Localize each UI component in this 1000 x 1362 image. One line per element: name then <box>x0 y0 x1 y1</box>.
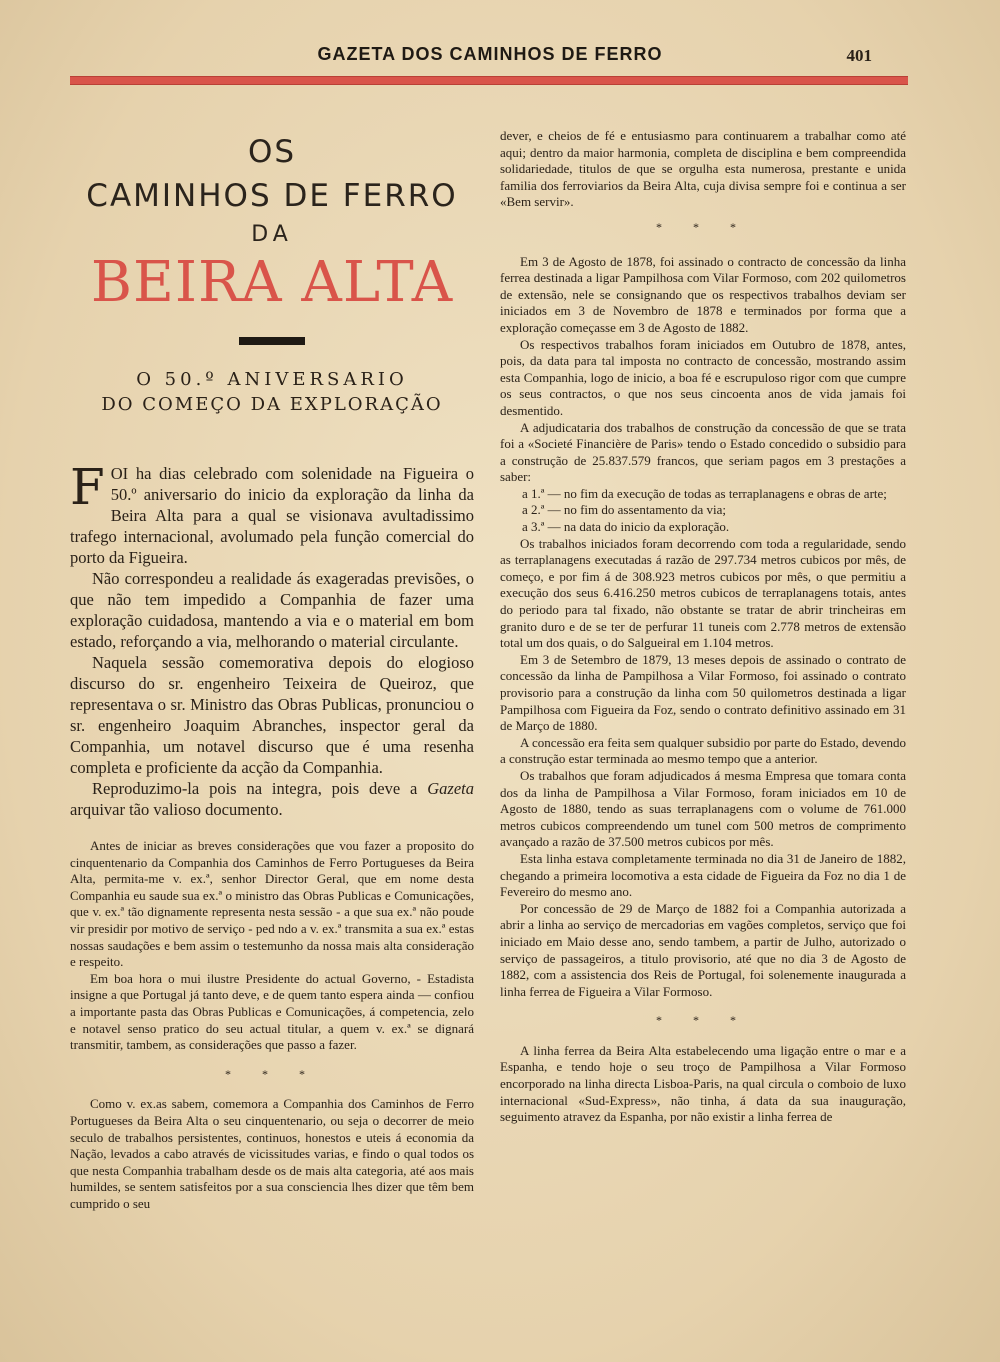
body-left-p1: Antes de iniciar as breves considerações que vou fazer a proposito do cinquentenario da Companhia dos Caminhos de Ferro Portugueses da Beira Alta, permita-me v. ex.ª, senhor Director Geral, que em nome desta Companhia eu saude sua ex.ª o ministro das Obras Publicas e Comunicações, que v. ex.ª tão dignamente representa nesta sessão - a que sua ex.ª não poude vir presidir por motivo de serviço - ped ndo a v. ex.ª transmita a sua ex.ª estas nossas saudações e bem assim o testemunho da nossa mais alta consideração e respeito. <box>70 838 474 970</box>
title-line-os: OS <box>247 134 297 170</box>
section-stars: * * * <box>225 1066 319 1081</box>
body-right-p10: A linha ferrea da Beira Alta estabelecendo uma ligação entre o mar e a Espanha, e tendo hoje o seu troço de Pampilhosa a Vilar Formoso encorporado na linha directa Lisboa-Paris, na qual circula o comboio de luxo internacional «Sud-Express», não tinha, á data da sua inauguração, seguimento atravez da Espanha, por não existir a linha ferrea de <box>500 1042 906 1125</box>
header-rule <box>70 76 908 85</box>
body-right-p9: Por concessão de 29 de Março de 1882 foi a Companhia autorizada a abrir a linha ao serviço de mercadorias em vagões completos, serviço que foi iniciado em Maio desse ano, sendo tambem, a partir de Julho, autorizado o serviço de passageiros, a titulo provisorio, até que no dia 3 de Agosto de 1882, com a assistencia dos Reis de Portugal, foi solenemente inaugurada a linha ferrea de Figueira a Vilar Formoso. <box>500 900 906 999</box>
lead-paragraph <box>70 458 474 568</box>
title-main: BEIRA ALTA <box>90 250 454 315</box>
body-right-p8: Esta linha estava completamente terminada no dia 31 de Janeiro de 1882, chegando a primeira locomotiva a esta cidade de Figueira da Foz no dia 1 de Fevereiro do mesmo ano. <box>500 850 906 900</box>
body-right-p0: dever, e cheios de fé e entusiasmo para continuarem a trabalhar como até aqui; dentro da maior harmonia, completa de disciplina e bem compreendida solidariedade, titulos de que se orgulha esta numerosa, prestante e unida familia dos ferroviarios da Beira Alta, cuja divisa sempre foi e continua a ser «Bem servir». <box>500 128 906 210</box>
lead-p4-start: Reproduzimo-la pois na integra, pois deve a <box>92 779 428 798</box>
body-right-p7: Os trabalhos que foram adjudicados á mesma Empresa que tomara conta dos da linha de Pampilhosa a Vilar Formoso, foram iniciados em 10 de Agosto de 1880, tendo as suas terraplanagens com o volume de 761.000 metros cubicos compreendendo um tunel com 500 metros de comprimento avançado a razão de 37.500 metros cubicos por mês. <box>500 767 906 850</box>
section-stars: * * * <box>656 1013 750 1028</box>
journal-title: GAZETA DOS CAMINHOS DE FERRO <box>317 44 663 64</box>
subtitle-line2: DO COMEÇO DA EXPLORAÇÃO <box>101 394 443 415</box>
list-item: a 3.ª — na data do inicio da exploração. <box>522 519 730 535</box>
lead-text <box>70 458 474 820</box>
list-item: a 2.ª — no fim do assentamento da via; <box>522 502 726 518</box>
title-divider <box>239 337 305 345</box>
lead-p4-italic: Gazeta <box>427 779 474 798</box>
list-item: a 1.ª — no fim da execução de todas as terraplanagens e obras de arte; <box>522 485 887 501</box>
body-right-p6: A concessão era feita sem qualquer subsidio por parte do Estado, devendo a construção estar terminada ao mesmo tempo que a anterior. <box>500 734 906 767</box>
title-line-da: DA <box>251 222 293 247</box>
body-right-p5: Em 3 de Setembro de 1879, 13 meses depois de assinado o contrato de concessão da linha de Pampilhosa a Vilar Formoso, foi assinado o contrato provisorio para a construção da linha com 50 quilometros destinada a ligar Pampilhosa com Figueira da Foz, sendo o contrato definitivo assinado em 31 de Março de 1880. <box>500 651 906 734</box>
lead-p1: OI ha dias celebrado com solenidade na Figueira o 50.º aniversario do inicio da exploração da linha da Beira Alta para a qual se visionava avultadissimo trafego internacional, avolumado pela função comercial do porto da Figueira. <box>70 464 474 567</box>
left-column <box>70 130 474 1212</box>
lead-p3: Naquela sessão comemorativa depois do elogioso discurso do sr. engenheiro Teixeira de Queiroz, que representava o sr. Ministro das Obras Publicas, pronunciou o sr. engenheiro Joaquim Abranches, inspector geral da Companhia, um notavel discurso que é uma resenha completa e proficiente da acção da Companhia. <box>70 653 474 777</box>
page-number: 401 <box>846 46 872 65</box>
body-right <box>500 128 906 1126</box>
drop-cap: F <box>70 458 105 516</box>
lead-p4-end: arquivar tão valioso documento. <box>70 800 283 819</box>
title-line-caminhos: CAMINHOS DE FERRO <box>86 178 458 214</box>
subtitle-line1: O 50.º ANIVERSARIO <box>136 369 408 390</box>
body-right-p3: A adjudicataria dos trabalhos de construção da concessão de que se trata foi a «Societé Financière de Paris» tendo o Estado concedido o subsidio para a construção de 25.837.579 francos, que seriam pagos em 3 prestações a saber: <box>500 419 906 485</box>
body-left-p2: Em boa hora o mui ilustre Presidente do actual Governo, - Estadista insigne a que Portugal já tanto deve, e de quem tanto espera ainda — confiou a importante pasta das Obras Publicas e Comunicações, á competencia, zelo e notavel senso pratico do seu actual titular, a quem v. ex.ª se dignará transmitir, tambem, as considerações que passo a fazer. <box>70 970 474 1053</box>
right-column <box>500 128 906 1126</box>
section-stars: * * * <box>656 219 750 234</box>
body-right-p1: Em 3 de Agosto de 1878, foi assinado o contracto de concessão da linha ferrea destinada a ligar Pampilhosa com Vilar Formoso, com 202 quilometros de extensão, nele se consignando que os respectivos trabalhos deviam ser iniciados em 3 de Novembro de 1878 e terminados por forma que a exploração começasse em 3 de Agosto de 1882. <box>500 253 906 335</box>
body-left-p3: Como v. ex.as sabem, comemora a Companhia dos Caminhos de Ferro Portugueses da Beira Alta o seu cinquentenario, ou seja o decorrer de meio seculo de trabalhos persistentes, continuos, honestos e uteis á economia da Nação, levados a cabo através de vicissitudes varias, e findo o qual todos os que nesta Companhia trabalham desde os de mais alta categoria, até aos mais humildes, se sentem satisfeitos por a sua consciencia lhes dizer que têm bem cumprido o seu <box>70 1096 474 1211</box>
body-left <box>70 838 474 1212</box>
body-right-p4: Os trabalhos iniciados foram decorrendo com toda a regularidade, sendo as terraplanagens executadas á razão de 297.734 metros cubicos por mês, de começo, e por fim á de 308.923 metros cubicos por mês, o que permitiu a execução dos seus 6.416.250 metros cubicos de terraplanagens totais, antes do periodo para tal fixado, não obstante se tratar de abrir trincheiras em granito duro e de se ter de perfurar 11 tuneis com 2.778 metros de extensão total um dos quais, o do Salgueiral em 1.104 metros. <box>500 535 906 651</box>
running-header <box>70 44 910 76</box>
lead-p4 <box>70 778 474 820</box>
body-right-p2: Os respectivos trabalhos foram iniciados em Outubro de 1878, antes, pois, da data para tal imposta no contracto de concessão, mostrando assim esta Companhia, logo de inicio, a boa fé e escrupuloso rigor com que cumpre os seus contractos, o que nos seus cincoenta anos de vida jamais foi desmentido. <box>500 336 906 418</box>
lead-p2: Não correspondeu a realidade ás exageradas previsões, o que não tem impedido a Companhia de fazer uma exploração cuidadosa, mantendo a via e o material em bom estado, reforçando a via, melhorando o material circulante. <box>70 569 474 651</box>
